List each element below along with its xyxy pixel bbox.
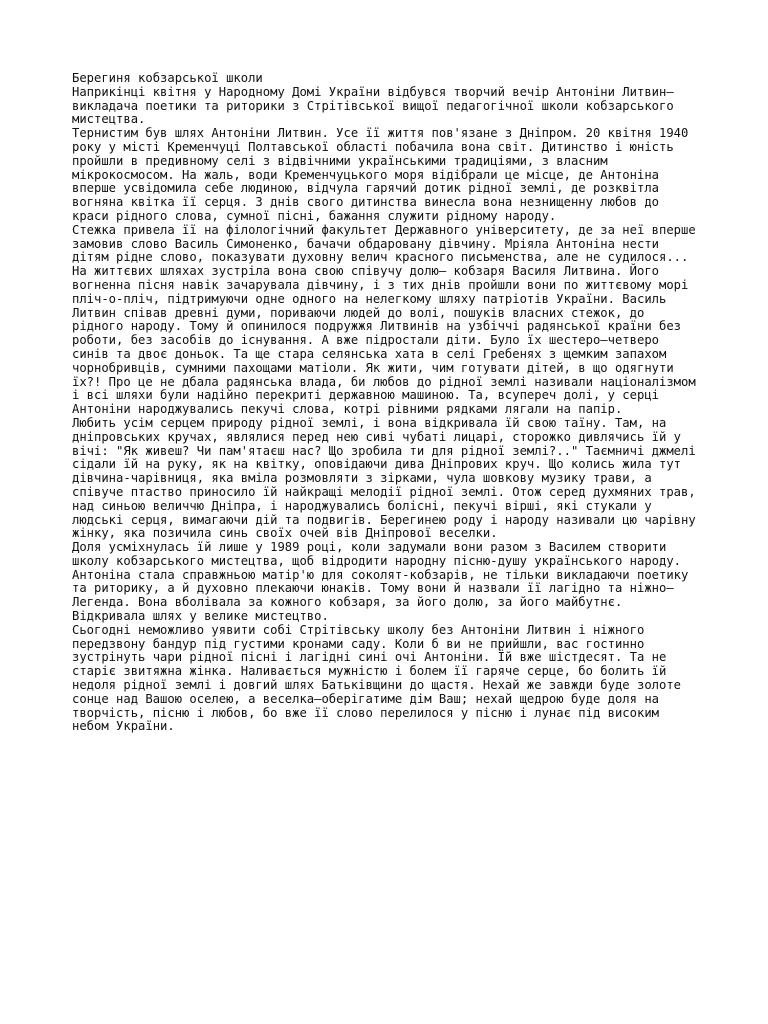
document-title: Берегиня кобзарської школи <box>72 71 263 85</box>
paragraph-5: Доля усміхнулась їй лише у 1989 році, коли задумали вони разом з Василем створити школу кобзарського мистецтва, щоб відродити народну пісню-душу українського народу. Антоніна стала справжньою матір'ю для соколят-кобзарів, не тільки викладаючи поетику та риторику, а й духовно плекаючи юнаків. Тому вони й назвали її лагідно та ніжно— Легенда. Вона вболівала за кожного кобзаря, за його долю, за його майбутнє. Відкривала шлях у велике мистецтво. <box>72 540 689 624</box>
paragraph-1: Наприкінці квітня у Народному Домі України відбувся творчий вечір Антоніни Литвин—викладача поетики та риторики з Стрітівської вищої педагогічної школи кобзарського мистецтва. <box>72 84 674 127</box>
paragraph-3: Стежка привела її на філологічний факультет Державного університету, де за неї вперше замовив слово Василь Симоненко, бачачи обдаровану дівчину. Мріяла Антоніна нести дітям рідне слово, показувати духовну велич красного письменства, але не судилося... На життєвих шляхах зустріла вона свою співучу долю— кобзаря Василя Литвина. Його вогненна пісня навік зачарувала дівчину, і з тих днів пройшли вони по життєвому морі пліч-о-пліч, підтримуючи одне одного на нелегкому шляху патріотів України. Василь Литвин співав древні думи, пориваючи людей до волі, пошуків власних стежок, до рідного народу. Тому й опинилося подружжя Литвинів на узбіччі радянської країни без роботи, без засобів до існування. А вже підростали діти. Було їх шестеро—четверо синів та двоє доньок. Та ще стара селянська хата в селі Гребенях з щемким запахом чорнобривців, сумними пахощами матіоли. Як жити, чим готувати дітей, в що одягнути їх?! Про це не дбала радянська влада, би любов до рідної землі називали націоналізмом і всі шляхи були надійно перекриті державною машиною. Та, всупереч долі, у серці Антоніни народжувались пекучі слова, котрі рівними рядками лягали на папір. <box>72 222 696 417</box>
paragraph-6: Сьогодні неможливо уявити собі Стрітівську школу без Антоніни Литвин і ніжного передзвону бандур під густими кронами саду. Коли б ви не прийшли, вас гостинно зустрінуть чари рідної пісні і лагідні сині очі Антоніни. Їй вже шістдесят. Та не старіє звитяжна жінка. Наливається мужністю і болем її гаряче серце, бо болить їй недоля рідної землі і довгий шлях Батьківщини до щастя. Нехай же завжди буде золоте сонце над Вашою оселею, а веселка—оберігатиме дім Ваш; нехай щедрою буде доля на творчість, пісню і любов, бо вже її слово перелилося у пісню і лунає під високим небом України. <box>72 622 682 734</box>
document-page <box>72 72 698 734</box>
paragraph-2: Тернистим був шлях Антоніни Литвин. Усе її життя пов'язане з Дніпром. 20 квітня 1940 року у місті Кременчуці Полтавської області побачила вона світ. Дитинство і юність пройшли в предивному селі з відвічними українськими традиціями, з власним мікрокосмосом. На жаль, води Кременчуцького моря відібрали це місце, де Антоніна вперше усвідомила себе людиною, відчула гарячий дотик рідної землі, де розквітла вогняна квітка її серця. З днів свого дитинства винесла вона незнищенну любов до краси рідного слова, сумної пісні, бажання служити рідному народу. <box>72 126 689 223</box>
paragraph-4: Любить усім серцем природу рідної землі, і вона відкривала їй свою таїну. Там, на дніпровських кручах, являлися перед нею сиві чубаті лицарі, сторожко дивлячись їй у вічі: "Як живеш? Чи пам'ятаєш нас? Що зробила ти для рідної землі?.." Таємничі джмелі сідали їй на руку, як на квітку, оповідаючи дива Дніпрових круч. Що колись жила тут дівчина-чарівниця, яка вміла розмовляти з зірками, чула шовкову музику трави, а співуче птаство приносило їй найкращі мелодії рідної землі. Отож серед духмяних трав, над синьою величчю Дніпра, і народжувались болісні, пекучі вірші, які стукали у людські серця, вимагаючи дій та подвигів. Берегинею роду і народу називали цю чарівну жінку, яка позичила синь своїх очей вів Дніпрової веселки. <box>72 415 696 541</box>
